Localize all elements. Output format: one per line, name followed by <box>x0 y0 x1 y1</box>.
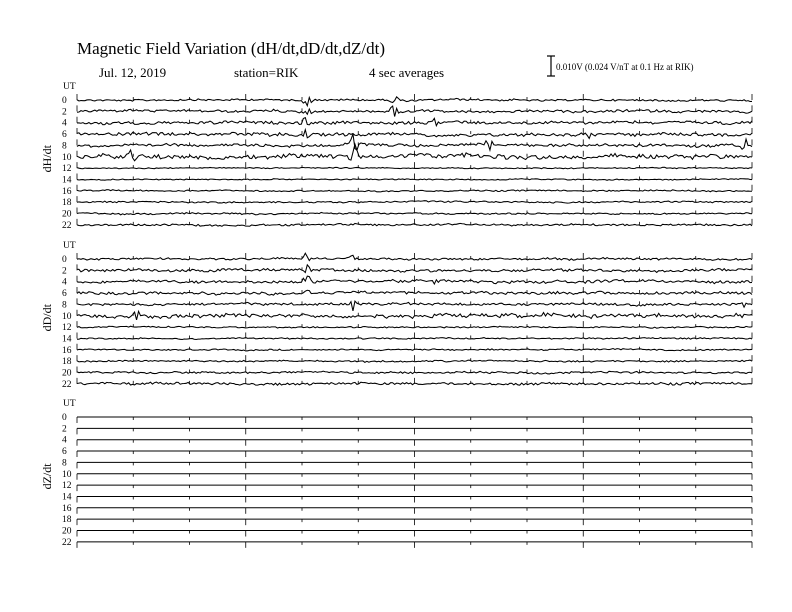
hour-label: 8 <box>62 141 67 152</box>
panel-dh-dt <box>40 82 752 231</box>
ut-label: UT <box>63 82 76 92</box>
hour-label: 6 <box>62 289 67 300</box>
hour-label: 2 <box>62 266 67 277</box>
trace-line <box>77 371 752 374</box>
panel-ylabel: dH/dt <box>40 145 54 173</box>
hour-label: 0 <box>62 96 67 106</box>
hour-label: 2 <box>62 107 67 118</box>
panel-ylabel: dD/dt <box>40 304 54 332</box>
hour-label: 18 <box>62 357 72 368</box>
hour-label: 22 <box>62 220 72 231</box>
hour-label: 14 <box>62 492 72 503</box>
scale-label: 0.010V (0.024 V/nT at 0.1 Hz at RIK) <box>556 62 694 72</box>
hour-label: 22 <box>62 537 72 548</box>
ut-label: UT <box>63 241 76 251</box>
trace-line <box>77 338 752 340</box>
hour-label: 8 <box>62 300 67 311</box>
hour-label: 0 <box>62 413 67 423</box>
hour-label: 2 <box>62 424 67 435</box>
panel-dz-dt <box>40 399 752 548</box>
hour-label: 16 <box>62 345 72 356</box>
averaging-label: 4 sec averages <box>369 65 445 80</box>
chart-title: Magnetic Field Variation (dH/dt,dD/dt,dZ/dt) <box>77 39 386 58</box>
hour-label: 10 <box>62 152 72 163</box>
hour-label: 16 <box>62 186 72 197</box>
hour-label: 20 <box>62 368 72 379</box>
hour-label: 20 <box>62 526 72 537</box>
hour-label: 16 <box>62 503 72 514</box>
hour-label: 6 <box>62 130 67 141</box>
hour-label: 10 <box>62 311 72 322</box>
hour-label: 12 <box>62 481 72 492</box>
hour-label: 6 <box>62 447 67 458</box>
station-label: station=RIK <box>234 65 299 80</box>
hour-label: 4 <box>62 277 67 288</box>
hour-label: 12 <box>62 164 72 175</box>
date-label: Jul. 12, 2019 <box>99 65 167 80</box>
hour-label: 18 <box>62 198 72 209</box>
hour-label: 4 <box>62 118 67 129</box>
trace-line <box>77 349 752 351</box>
hour-label: 10 <box>62 469 72 480</box>
hour-label: 14 <box>62 334 72 345</box>
scale-bar <box>547 56 555 76</box>
hour-label: 18 <box>62 515 72 526</box>
panel-ylabel: dZ/dt <box>40 463 54 490</box>
panel-dd-dt <box>40 241 752 390</box>
hour-label: 8 <box>62 458 67 469</box>
hour-label: 14 <box>62 175 72 186</box>
hour-label: 22 <box>62 379 72 390</box>
panels-group <box>40 82 752 548</box>
hour-label: 0 <box>62 255 67 265</box>
hour-label: 20 <box>62 209 72 220</box>
ut-label: UT <box>63 399 76 409</box>
hour-label: 4 <box>62 435 67 446</box>
hour-label: 12 <box>62 323 72 334</box>
trace-line <box>77 212 752 214</box>
